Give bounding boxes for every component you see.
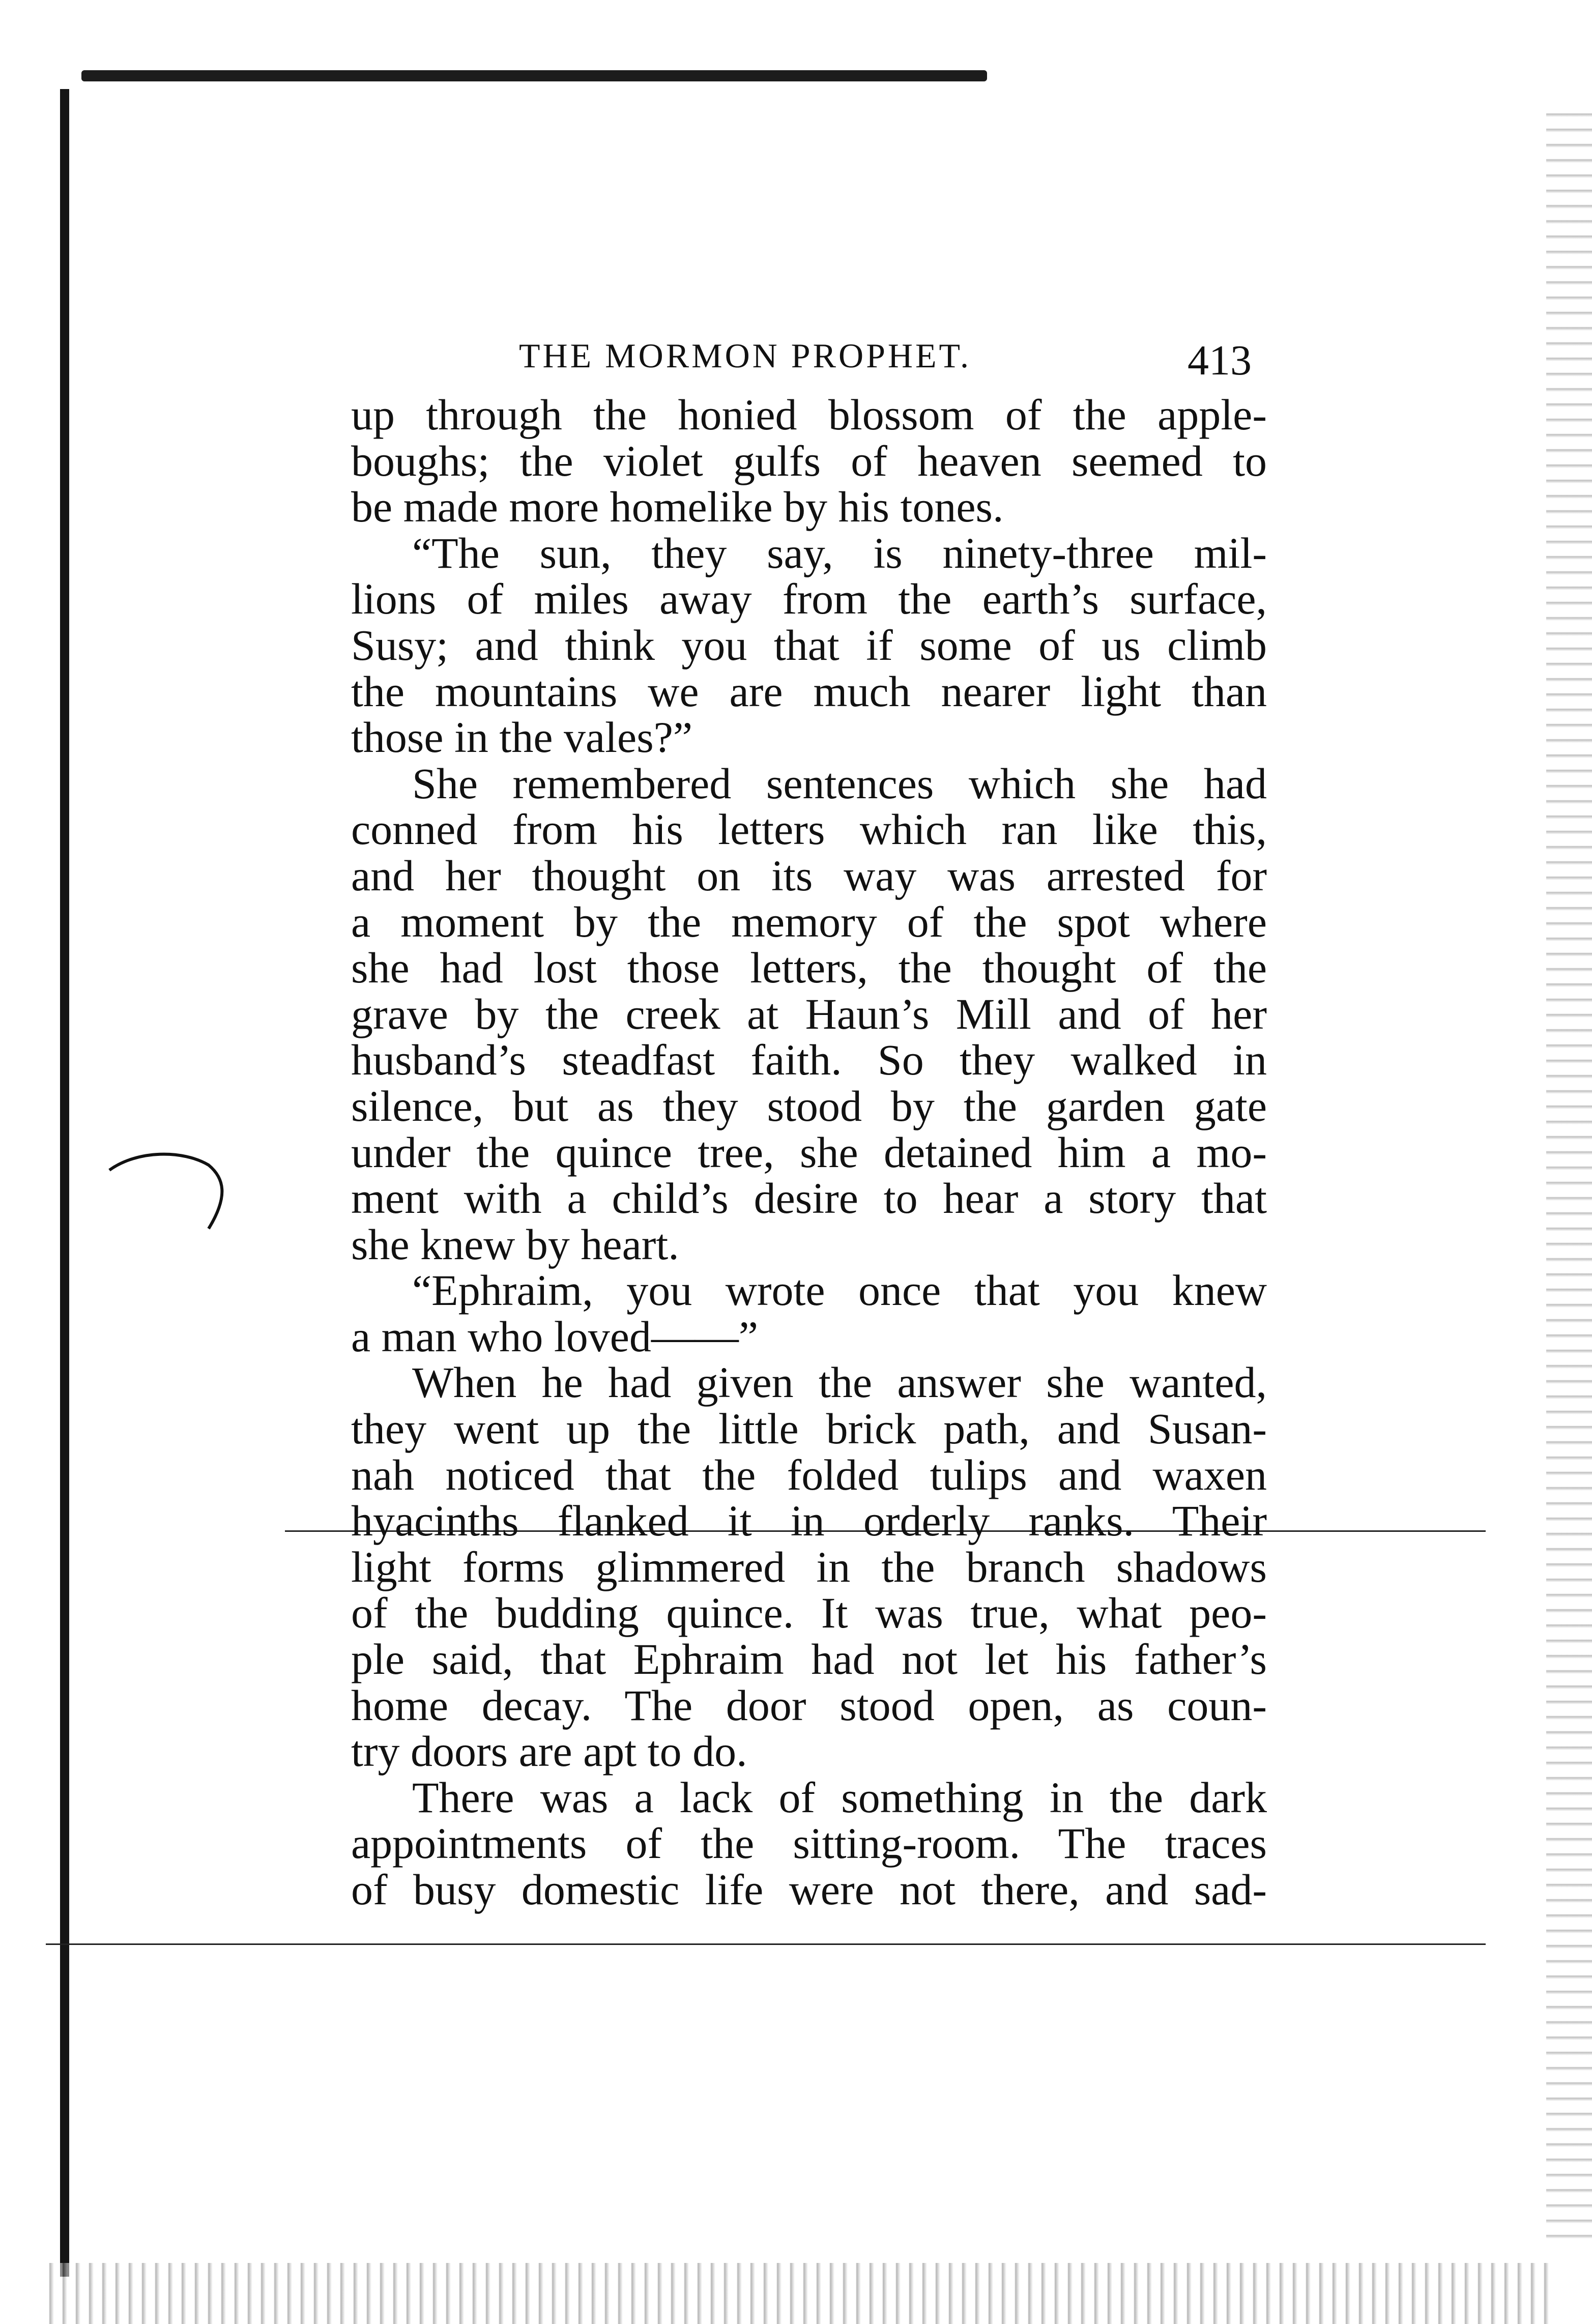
text-line: nah noticed that the folded tulips and waxen	[351, 1450, 1267, 1499]
text-line: home decay. The door stood open, as coun-	[351, 1680, 1267, 1730]
text-line: lions of miles away from the earth’s surface,	[351, 574, 1267, 624]
body-text	[351, 392, 1267, 1913]
scan-noise-right	[1546, 102, 1592, 2239]
running-header	[351, 326, 1267, 392]
text-line: “Ephraim, you wrote once that you knew	[412, 1266, 1267, 1315]
text-line: Susy; and think you that if some of us climb	[351, 620, 1267, 670]
text-line: try doors are apt to do.	[351, 1727, 747, 1776]
text-line: of busy domestic life were not there, and sad-	[351, 1865, 1267, 1914]
text-line: she knew by heart.	[351, 1219, 679, 1269]
scan-top-edge	[81, 70, 987, 81]
text-line: up through the honied blossom of the apple-	[351, 390, 1267, 439]
text-line: a man who loved——”	[351, 1312, 759, 1361]
margin-bracket-mark	[107, 1140, 239, 1231]
text-line: appointments of the sitting-room. The traces	[351, 1819, 1267, 1868]
scan-rule-line	[46, 1943, 1486, 1945]
text-line: boughs; the violet gulfs of heaven seemed to	[351, 436, 1267, 485]
text-line: hyacinths flanked it in orderly ranks. Their	[351, 1496, 1267, 1546]
text-line: and her thought on its way was arrested for	[351, 851, 1267, 900]
book-page	[351, 326, 1267, 1913]
scan-binding-edge	[60, 89, 69, 2277]
text-line: silence, but as they stood by the garden gate	[351, 1081, 1267, 1130]
running-title: THE MORMON PROPHET.	[519, 336, 972, 375]
text-line: they went up the little brick path, and Susan-	[351, 1404, 1267, 1454]
scan-noise-bottom	[41, 2263, 1557, 2324]
text-line: of the budding quince. It was true, what peo-	[351, 1588, 1267, 1638]
text-line: those in the vales?”	[351, 713, 693, 762]
text-line: light forms glimmered in the branch shadows	[351, 1542, 1267, 1591]
text-line: a moment by the memory of the spot where	[351, 897, 1267, 946]
text-line: ment with a child’s desire to hear a story that	[351, 1174, 1267, 1223]
text-line: the mountains we are much nearer light than	[351, 666, 1267, 716]
text-line: she had lost those letters, the thought of the	[351, 943, 1267, 993]
text-line: grave by the creek at Haun’s Mill and of her	[351, 989, 1267, 1038]
text-line: under the quince tree, she detained him a mo-	[351, 1127, 1267, 1177]
text-line: husband’s steadfast faith. So they walked in	[351, 1035, 1267, 1085]
text-line: When he had given the answer she wanted,	[412, 1358, 1267, 1407]
text-line: ple said, that Ephraim had not let his father’s	[351, 1635, 1267, 1684]
text-line: She remembered sentences which she had	[412, 759, 1267, 808]
text-line: be made more homelike by his tones.	[351, 482, 1004, 532]
text-line: “The sun, they say, is ninety-three mil-	[412, 528, 1267, 577]
page-number: 413	[1188, 337, 1252, 384]
text-line: There was a lack of something in the dark	[412, 1773, 1267, 1822]
text-line: conned from his letters which ran like this,	[351, 805, 1267, 854]
